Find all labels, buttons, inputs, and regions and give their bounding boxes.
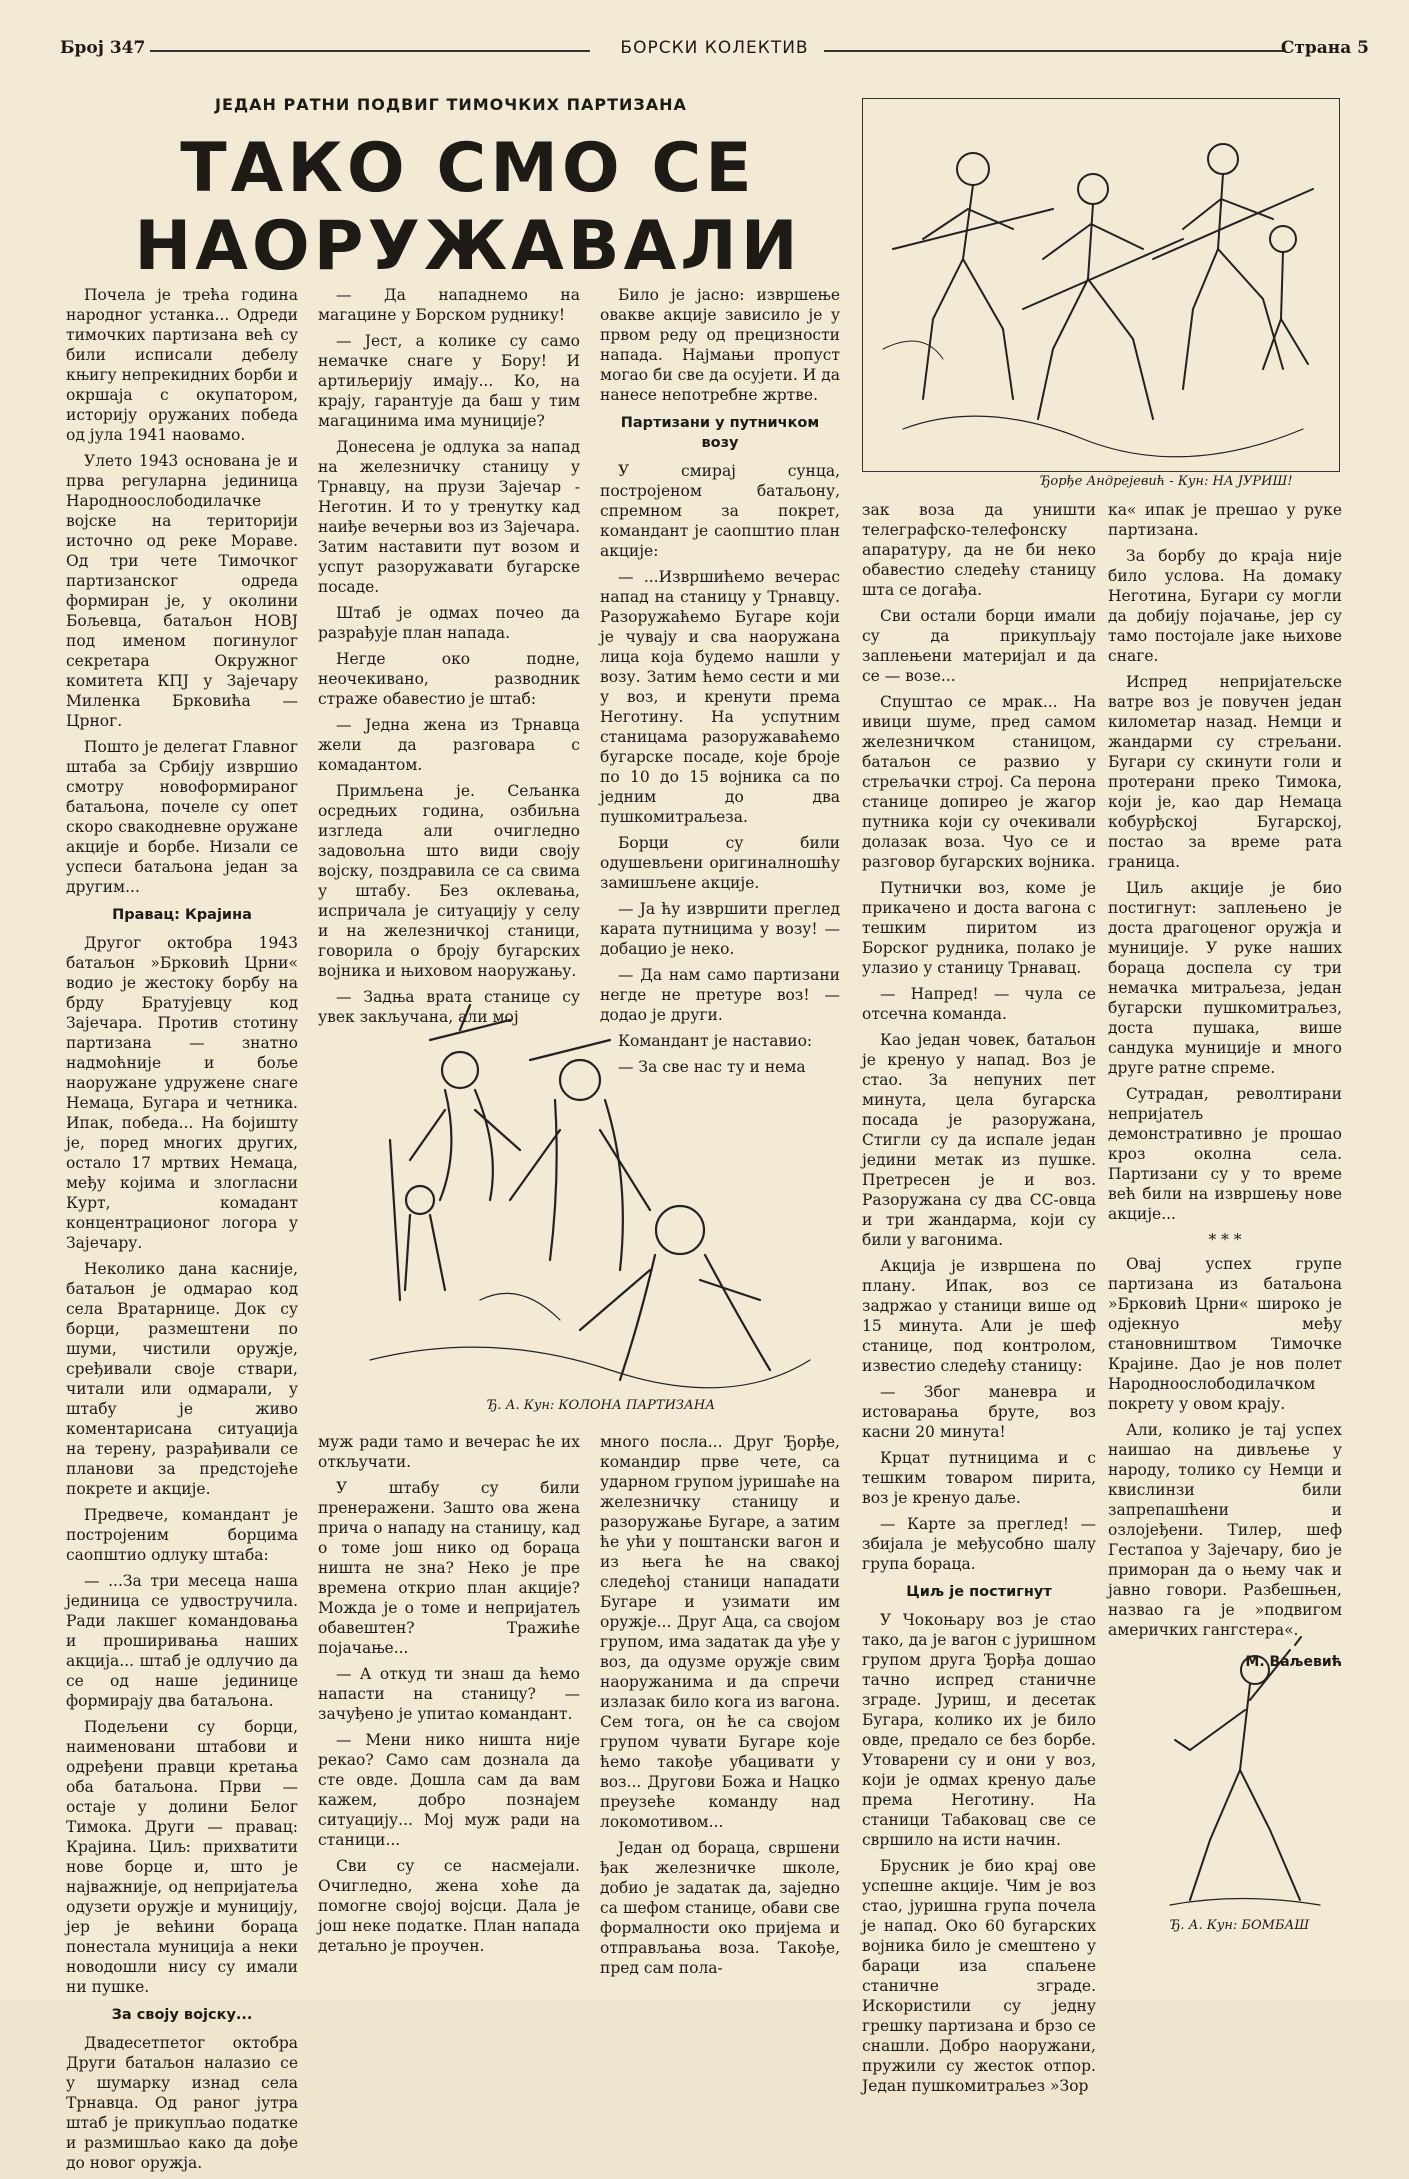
paragraph: — За све нас ту и нема (618, 1058, 806, 1076)
paragraph: Почела је трећа година народног устанка... Одреди тимочких партизана већ су били исписали дебелу књигу непрекидних борби и окршаја с окупатором, историју оружаних победа од јула 1941 наовамо. (66, 286, 298, 444)
paragraph: Брусник је био крај ове успешне акције. Чим је воз стао, јуришна група почела је напад. Око 60 бугарских војника било је смештено у бараци иза спаљене станичне зграде. Искористили су једну грешку партизана и брзо се снашли. Добро наоружани, пружили су жесток отпор. Један пушкомитраљез »Зор (862, 1857, 1096, 2095)
subheading: Правац: Крајина (112, 907, 252, 923)
paragraph: Примљена је. Сељанка осредњих година, озбиљна изгледа али очигледно задовољна што види своју војску, поздравила се са свима у штабу. Без оклевања, испричала је ситуацију у селу и на железничкој станици, говорила о броју бугарских војника и њиховом наоружању. (318, 782, 580, 980)
paragraph: У Чокоњару воз је стао тако, да је вагон с јуришном групом друга Ђорђа дошао тачно испред станичне зграде. Јуриш, и десетак Бугара, колико их је било овде, предало се без борбе. Утоварени су и они у воз, који је одмах кренуо даље према Неготину. На станици Табаковац све се свршило на исти начин. (862, 1611, 1096, 1849)
paragraph: Другог октобра 1943 батаљон »Брковић Црни« водио је жестоку борбу на брду Братујевцу код Зајечара. Против стотину партизана — знатно надмоћније и боље наоружане удружене снаге Немаца, Бугара и четника. Ипак, победа... На бојишту је, поред многих других, остало 17 мртвих Немаца, међу којима и злогласни Курт, комадант концентрационог логора у Зајечару. (66, 934, 298, 1252)
paragraph: Пошто је делегат Главног штаба за Србију извршио смотру новоформираног батаљона, почеле су опет скоро свакодневне оружане акције и борбе. Низали се успеси батаљона један за другим... (66, 738, 298, 896)
grenadier-drawing (1150, 1630, 1340, 1915)
paragraph: Циљ акције је био постигнут: заплењено је доста драгоценог оружја и муниције. У руке наших бораца доспела су три немачка митраљеза, један бугарски пушкомитраљез, доста пушака, више сандука муниције и много друге ратне спреме. (1108, 879, 1342, 1077)
paragraph: — Јест, а колике су само немачке снаге у Бору! И артиљерију имају... Ко, на крају, гарантује да баш у тим магацинима има муниције? (318, 332, 580, 430)
paragraph: Спуштао се мрак... На ивици шуме, пред самом железничком станицом, батаљон се развио у стрељачки строј. Са перона станице допирео је жагор путника који су очекивали долазак воза. Чуо се и разговор бугарских војника. (862, 693, 1096, 871)
illustration-grenadier (1150, 1630, 1340, 1915)
paragraph: — Да нам само партизани негде не претуре воз! — додао је други. (600, 966, 840, 1024)
masthead-rule-left (150, 50, 590, 52)
paragraph: Сутрадан, револтирани непријатељ демонстративно је прошао кроз околна села. Партизани су у то време већ били на извршењу нове акције... (1108, 1085, 1342, 1223)
illustration-charge (862, 98, 1340, 472)
paragraph: Било је јасно: извршење овакве акције зависило је у првом реду од прецизности напада. Најмањи пропуст могао би све да осујети. И да нанесе непотребне жртве. (600, 286, 840, 404)
subheading: Циљ је постигнут (906, 1584, 1052, 1600)
headline-line-2: НАОРУЖАВАЛИ (134, 207, 802, 286)
author-signature: М. Ваљевић (1245, 1654, 1342, 1670)
subheading: Партизани у путничком возу (620, 415, 820, 451)
paragraph: — Једна жена из Трнавца жели да разговара с комадантом. (318, 716, 580, 774)
paragraph: Негде око подне, неочекивано, разводник страже обавестио је штаб: (318, 650, 580, 708)
newspaper-title: БОРСКИ КОЛЕКТИВ (620, 38, 809, 58)
paragraph: муж ради тамо и вечерас ће их откључати. (318, 1433, 580, 1471)
paragraph: За борбу до краја није било услова. На домаку Неготина, Бугари су могли да добију појачање, јер су тамо постојале јаке њихове снаге. (1108, 547, 1342, 665)
paragraph: Путнички воз, коме је прикачено и доста вагона с тешким пиритом из Борског рудника, полако је улазио у станицу Трнавац. (862, 879, 1096, 977)
paragraph: Предвече, командант је постројеним борцима саопштио одлуку штаба: (66, 1506, 298, 1564)
article-headline (88, 130, 848, 286)
paragraph: — Да нападнемо на магацине у Борском руднику! (318, 286, 580, 324)
masthead-rule-right (824, 50, 1284, 52)
paragraph: ка« ипак је прешао у руке партизана. (1108, 501, 1342, 539)
paragraph: — Напред! — чула се отсечна команда. (862, 985, 1096, 1023)
paragraph: Неколико дана касније, батаљон је одмарао код села Вратарнице. Док су борци, размештени по шуми, чистили оружје, сређивали своје ствари, читали или одмарали, у штабу је живо коментарисана ситуација на терену, разрађивали се планови за предстојеће покрете и акције. (66, 1260, 298, 1498)
paragraph: Овај успех групе партизана из батаљона »Брковић Црни« широко је одјекнуо међу становништвом Тимочке Крајине. Дао је нов полет Народноослободилачком покрету у овом крају. (1108, 1255, 1342, 1413)
paragraph: Крцат путницима и с тешким товаром пирита, воз је кренуо даље. (862, 1449, 1096, 1507)
article-column-1 (66, 285, 298, 2179)
illustration-column (350, 1000, 820, 1390)
charging-partisans-drawing (863, 99, 1339, 471)
section-break: * * * (1208, 1231, 1242, 1249)
paragraph: Сви су се насмејали. Очигледно, жена хоће да помогне својој војсци. Дала је још неке податке. План напада детаљно је проучен. (318, 1857, 580, 1955)
article-column-5 (1108, 500, 1342, 1678)
article-column-2-continued (318, 1432, 580, 1962)
subheading: За своју војску... (111, 2007, 253, 2023)
partisan-column-drawing (350, 1000, 820, 1390)
paragraph: У смирај сунца, постројеном батаљону, спремном за покрет, командант је саопштио план акције: (600, 462, 840, 560)
issue-number: Број 347 (60, 38, 146, 58)
page-number: Страна 5 (1280, 38, 1369, 58)
paragraph: — А откуд ти знаш да ћемо напасти на станицу? — зачуђено је упитао командант. (318, 1665, 580, 1723)
article-column-3-continued (600, 1432, 840, 1984)
paragraph: Као један човек, батаљон је кренуо у напад. Воз је стао. За непуних пет минута, цела бугарска посада је разоружана, Стигли су да испале један једини метак из пушке. Претресен је и воз. Разоружана су два СС-овца и три жандарма, који су били у вагонима. (862, 1031, 1096, 1249)
illustration-caption-middle: Ђ. А. Кун: КОЛОНА ПАРТИЗАНА (487, 1398, 716, 1413)
paragraph: — Због маневра и истоварања бруте, воз касни 20 минута! (862, 1383, 1096, 1441)
article-kicker: ЈЕДАН РАТНИ ПОДВИГ ТИМОЧКИХ ПАРТИЗАНА (215, 95, 687, 114)
paragraph: Испред непријатељске ватре воз је повучен један километар назад. Немци и жандарми су стрељани. Бугари су скинути голи и протерани преко Тимока, који је, као дар Немаца кобурђској Бугарској, постао за време рата граница. (1108, 673, 1342, 871)
paragraph: Борци су били одушевљени оригиналношћу замишљене акције. (600, 834, 840, 892)
paragraph: много посла... Друг Ђорђе, командир прве чете, са ударном групом јуришаће на железничку станицу и разоружање Бугаре, а затим ће ући у поштански вагон и из њега ће на свакој следећој станици нападати Бугаре и узимати им оружје... Друг Аца, са својом групом, има задатак да уђе у воз, да одузме оружје свим наоружанима и да спречи излазак било кога из вагона. Сем тога, он ће са својом групом чувати Бугаре које ћемо такође убацивати у воз... Другови Божа и Нацко преузеће команду над локомотивом... (600, 1433, 840, 1831)
illustration-caption-top: Ђорђе Андрејевић - Кун: НА ЈУРИШ! (1040, 474, 1293, 489)
masthead (60, 30, 1369, 70)
paragraph: — Ја ћу извршити преглед карата путницима у возу! — добацио је неко. (600, 900, 840, 958)
paragraph: У штабу су били пренеражени. Зашто ова жена прича о нападу на станицу, кад о томе још нико од бораца ништа не зна? Неко је пре времена открио план акције? Можда је о томе и непријатељ обавештен? Тражиће појачање... (318, 1479, 580, 1657)
paragraph: зак воза да уништи телеграфско-телефонску апаратуру, да не би неко обавестио следећу станицу шта се догађа. (862, 501, 1096, 599)
headline-line-1: ТАКО СМО СЕ (180, 129, 756, 208)
paragraph: Штаб је одмах почео да разрађује план напада. (318, 604, 580, 642)
paragraph: Акција је извршена по плану. Ипак, воз се задржао у станици више од 15 минута. Али је шеф станице, под контролом, известио следећу станицу: (862, 1257, 1096, 1375)
illustration-caption-bottom: Ђ. А. Кун: БОМБАШ (1170, 1918, 1310, 1933)
paragraph: Командант је наставио: (618, 1032, 813, 1050)
paragraph: — Мени нико ништа није рекао? Само сам дознала да сте овде. Дошла сам да вам кажем, добро познајем ситуацију... Мој муж ради на станици... (318, 1731, 580, 1849)
article-column-4 (862, 500, 1096, 2102)
paragraph: Подељени су борци, наименовани штабови и одређени правци кретања оба батаљона. Први — остаје у долини Белог Тимока. Други — правац: Крајина. Циљ: прихватити нове борце и, што је најважније, од непријатеља одузети оружје и муницију, јер је већини бораца понестала муниција а неки новодошли нису су имали ни пушке. (66, 1718, 298, 1996)
paragraph: Двадесетпетог октобра Други батаљон налазио се у шумарку изнад села Трнавца. Од раног јутра штаб је прикупљао податке и размишљао како да дође до новог оружја. (66, 2034, 298, 2172)
article-column-2 (318, 285, 580, 1033)
paragraph: — Карте за преглед! — збијала је међусобно шалу група бораца. (862, 1515, 1096, 1573)
article-column-3 (600, 285, 840, 1083)
paragraph: Донесена је одлука за напад на железничку станицу у Трнавцу, на прузи Зајечар - Неготин. И то у тренутку кад наиђе вечерњи воз из Зајечара. Затим наставити пут возом и успут разоружавати бугарске посаде. (318, 438, 580, 596)
paragraph: Један од бораца, свршени ђак железничке школе, добио је задатак да, заједно са шефом станице, обави све формалности око пријема и отправљања воза. Такође, пред сам пола- (600, 1839, 840, 1977)
paragraph: Улето 1943 основана је и прва регуларна јединица Народноослободилачке војске на територији источно од реке Мораве. Од три чете Тимочког партизанског одреда формиран је, у околини Бољевца, батаљон НОВЈ под именом погинулог секретара Окружног комитета КПЈ у Зајечару Миленка Брковића — Црног. (66, 452, 298, 730)
paragraph: — Задња врата станице су увек закључана, али мој (318, 988, 580, 1026)
paragraph: — ...Извршићемо вечерас напад на станицу у Трнавцу. Разоружаћемо Бугаре који је чувају и сва наоружана лица која будемо нашли у возу. Затим ћемо сести и ми у воз, и кренути према Неготину. На успутним станицама разоружаваћемо бугарске посаде, које броје по 10 до 15 војника са по једним до два пушкомитраљеза. (600, 568, 840, 826)
paragraph: — ...За три месеца наша јединица се удвостручила. Ради лакшег командовања и проширивања наших акција... штаб је одлучио да се од наше јединице формирају два батаљона. (66, 1572, 298, 1710)
paragraph: Али, колико је тај успех наишао на дивљење у народу, толико су Немци и квислинзи били запрепашћени и озлојеђени. Тилер, шеф Гестапоа у Зајечару, био је приморан да о њему чак и јавно говори. Разбешњен, назвао га је »подвигом америчких гангстера«. (1108, 1421, 1342, 1639)
paragraph: Сви остали борци имали су да прикупљају заплењени материјал и да се — возе... (862, 607, 1096, 685)
